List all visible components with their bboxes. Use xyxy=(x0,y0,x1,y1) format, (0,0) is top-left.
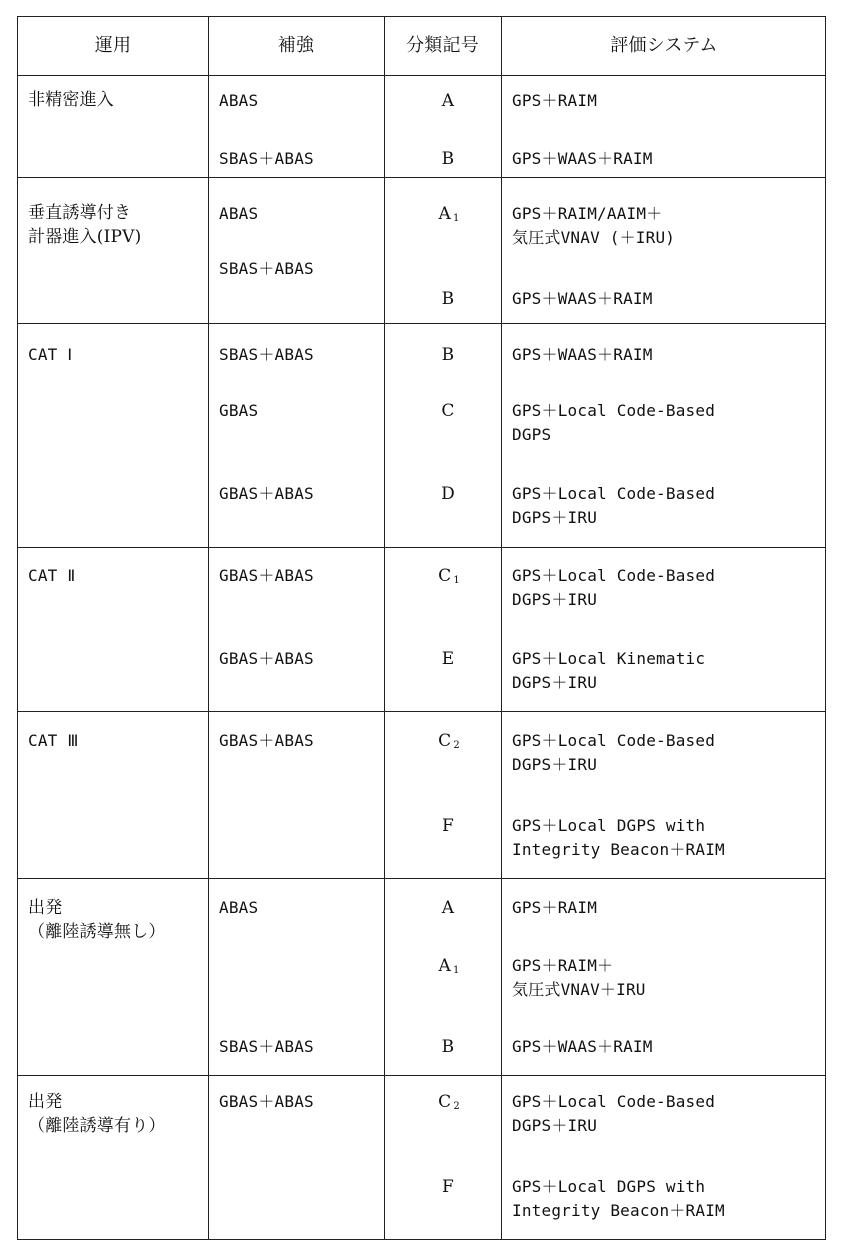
system-cell: GPS＋WAAS＋RAIM xyxy=(512,1037,653,1056)
augmentation-cell: ABAS xyxy=(219,204,259,223)
class-cell: C xyxy=(441,401,455,421)
system-cell: GPS＋RAIM xyxy=(512,91,598,110)
class-cell: C $_1$ xyxy=(438,566,460,586)
augmentation-cell: GBAS xyxy=(219,401,259,420)
section-divider xyxy=(18,177,825,178)
class-cell: D xyxy=(441,484,455,504)
operation-cell: 非精密進入 xyxy=(28,90,114,110)
augmentation-cell: SBAS＋ABAS xyxy=(219,149,314,168)
system-cell: GPS＋Local Code-Based DGPS＋IRU xyxy=(512,484,716,527)
class-cell: F xyxy=(442,1177,454,1197)
class-cell: E xyxy=(441,649,455,669)
section-divider xyxy=(18,878,825,879)
section-divider xyxy=(18,323,825,324)
gnss-classification-table xyxy=(17,16,826,1240)
system-cell: GPS＋Local Code-Based DGPS xyxy=(512,401,716,444)
augmentation-cell: GBAS＋ABAS xyxy=(219,649,314,668)
header-operation: 運用 xyxy=(94,35,132,56)
class-cell: A $_1$ xyxy=(438,956,460,976)
augmentation-cell: ABAS xyxy=(219,91,259,110)
class-cell: A $_1$ xyxy=(438,204,460,224)
section-divider xyxy=(18,711,825,712)
class-cell: B xyxy=(441,289,455,309)
augmentation-cell: ABAS xyxy=(219,898,259,917)
operation-cell: 出発 （離陸誘導無し） xyxy=(28,898,166,942)
system-cell: GPS＋Local Code-Based DGPS＋IRU xyxy=(512,1092,716,1135)
system-cell: GPS＋Local Code-Based DGPS＋IRU xyxy=(512,566,716,609)
operation-cell: CAT Ⅱ xyxy=(28,566,76,585)
augmentation-cell: SBAS＋ABAS xyxy=(219,259,314,278)
system-cell: GPS＋WAAS＋RAIM xyxy=(512,345,653,364)
augmentation-cell: SBAS＋ABAS xyxy=(219,345,314,364)
class-cell: B xyxy=(441,1037,455,1057)
class-cell: A xyxy=(441,91,455,111)
system-cell: GPS＋Local Kinematic DGPS＋IRU xyxy=(512,649,706,692)
operation-cell: CAT Ⅲ xyxy=(28,731,79,750)
system-cell: GPS＋WAAS＋RAIM xyxy=(512,289,653,308)
class-cell: C $_2$ xyxy=(438,1092,460,1112)
header-classification: 分類記号 xyxy=(406,35,479,56)
augmentation-cell: GBAS＋ABAS xyxy=(219,731,314,750)
class-cell: B xyxy=(441,345,455,365)
class-cell: B xyxy=(441,149,455,169)
augmentation-cell: GBAS＋ABAS xyxy=(219,566,314,585)
class-cell: A xyxy=(441,898,455,918)
class-cell: C $_2$ xyxy=(438,731,460,751)
system-cell: GPS＋RAIM xyxy=(512,898,598,917)
augmentation-cell: GBAS＋ABAS xyxy=(219,484,314,503)
system-cell: GPS＋WAAS＋RAIM xyxy=(512,149,653,168)
system-cell: GPS＋Local DGPS with Integrity Beacon＋RAIM xyxy=(512,1177,725,1220)
system-cell: GPS＋RAIM＋ 気圧式VNAV＋IRU xyxy=(512,956,646,999)
header-augmentation: 補強 xyxy=(277,35,315,56)
operation-cell: 出発 （離陸誘導有り） xyxy=(28,1092,166,1136)
system-cell: GPS＋Local Code-Based DGPS＋IRU xyxy=(512,731,716,774)
augmentation-cell: SBAS＋ABAS xyxy=(219,1037,314,1056)
class-cell: F xyxy=(442,816,454,836)
operation-cell: 垂直誘導付き 計器進入(IPV) xyxy=(28,203,142,247)
system-cell: GPS＋Local DGPS with Integrity Beacon＋RAIM xyxy=(512,816,725,859)
column-divider xyxy=(208,17,209,1239)
section-divider xyxy=(18,547,825,548)
section-divider xyxy=(18,1075,825,1076)
system-cell: GPS＋RAIM/AAIM＋ 気圧式VNAV (＋IRU) xyxy=(512,204,676,247)
column-divider xyxy=(384,17,385,1239)
header-evaluation-system: 評価システム xyxy=(610,35,718,56)
augmentation-cell: GBAS＋ABAS xyxy=(219,1092,314,1111)
operation-cell: CAT Ⅰ xyxy=(28,345,73,364)
